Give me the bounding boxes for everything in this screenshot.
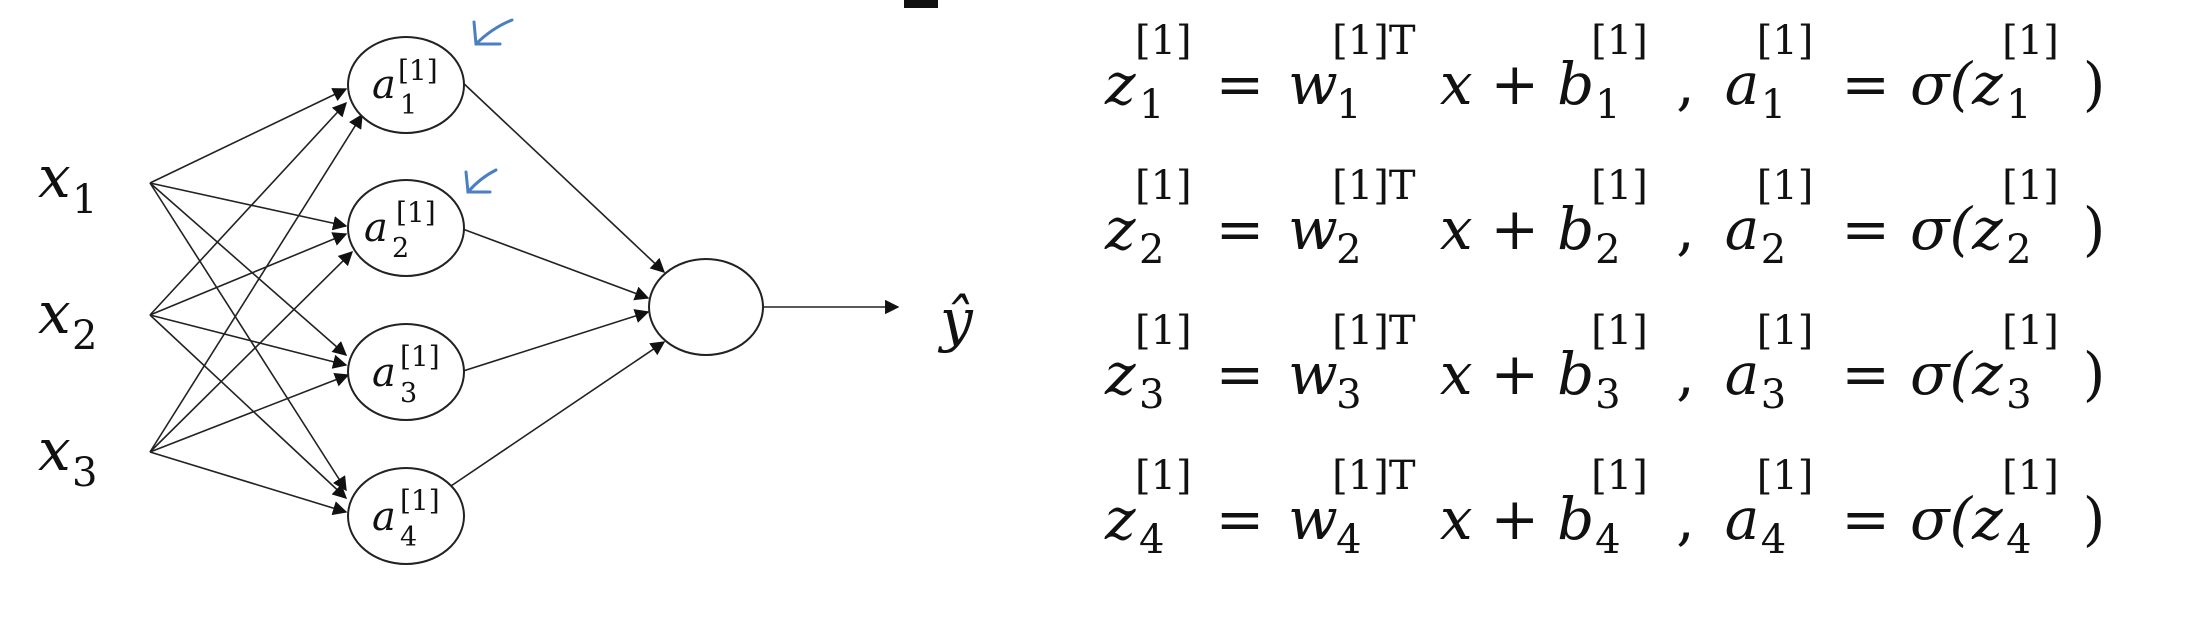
eq-x: x bbox=[1439, 50, 1473, 118]
eq-z2sub: 4 bbox=[2006, 517, 2032, 563]
edge-x3-a4 bbox=[150, 452, 346, 512]
eq-z: z bbox=[1105, 340, 1136, 408]
svg-text:a: a bbox=[372, 62, 396, 108]
edge-x3-a1 bbox=[150, 115, 362, 452]
svg-text:[1]: [1] bbox=[396, 196, 436, 229]
eq-zsub: 3 bbox=[1139, 372, 1165, 418]
eq-a bbox=[1724, 453, 1814, 563]
eq-asub: 1 bbox=[1760, 82, 1787, 128]
eq-a: a bbox=[1724, 485, 1760, 553]
eq-plus: + bbox=[1490, 50, 1540, 118]
eq-b bbox=[1557, 18, 1648, 128]
eq-eq2: = bbox=[1841, 195, 1890, 263]
eq-w bbox=[1288, 308, 1416, 418]
eq-w: w bbox=[1288, 50, 1338, 118]
eq-z bbox=[1105, 453, 1192, 563]
eq-wsup: [1]T bbox=[1332, 163, 1416, 209]
output-node bbox=[649, 259, 763, 355]
svg-text:[1]: [1] bbox=[400, 484, 440, 517]
edge-x1-a1 bbox=[150, 89, 346, 183]
eq-asup: [1] bbox=[1756, 308, 1814, 354]
eq-bsub: 2 bbox=[1595, 227, 1621, 273]
eq-z2: z bbox=[1972, 50, 2003, 118]
eq-close: ) bbox=[2082, 485, 2106, 553]
eq-bsub: 4 bbox=[1595, 517, 1621, 563]
edge-x1-a4 bbox=[150, 183, 346, 490]
eq-asup: [1] bbox=[1756, 18, 1814, 64]
equation-row-4 bbox=[1105, 453, 2106, 620]
eq-z2 bbox=[1972, 18, 2059, 128]
eq-a bbox=[1724, 163, 1814, 273]
eq-w: w bbox=[1288, 340, 1338, 408]
eq-zsub: 1 bbox=[1139, 82, 1165, 128]
eq-zsup: [1] bbox=[1135, 308, 1192, 354]
eq-sigma: σ( bbox=[1909, 485, 1973, 553]
input-x1-label bbox=[38, 143, 97, 223]
eq-bsup: [1] bbox=[1591, 308, 1648, 354]
eq-bsup: [1] bbox=[1591, 453, 1648, 499]
eq-b: b bbox=[1557, 340, 1595, 408]
edge-a3-out bbox=[460, 312, 648, 372]
eq-eq2: = bbox=[1841, 340, 1890, 408]
eq-z2sup: [1] bbox=[2002, 163, 2059, 209]
eq-z2sup: [1] bbox=[2002, 453, 2059, 499]
svg-text:1: 1 bbox=[400, 90, 418, 121]
eq-close: ) bbox=[2082, 195, 2106, 263]
eq-eq: = bbox=[1215, 195, 1265, 263]
eq-comma: , bbox=[1676, 195, 1695, 263]
eq-plus: + bbox=[1490, 340, 1540, 408]
header-fragment bbox=[904, 0, 938, 8]
eq-x: x bbox=[1439, 195, 1473, 263]
eq-a bbox=[1724, 308, 1814, 418]
eq-z2sub: 2 bbox=[2006, 227, 2032, 273]
eq-z2sub: 3 bbox=[2006, 372, 2032, 418]
annotation-arrow-icon bbox=[474, 20, 512, 44]
eq-a: a bbox=[1724, 340, 1760, 408]
edge-x3-a3 bbox=[150, 375, 348, 452]
eq-x: x bbox=[1439, 485, 1473, 553]
edge-x2-a2 bbox=[150, 234, 346, 315]
eq-z2 bbox=[1972, 453, 2059, 563]
svg-text:1: 1 bbox=[72, 177, 98, 223]
eq-b: b bbox=[1557, 195, 1595, 263]
eq-b bbox=[1557, 453, 1648, 563]
input-x2-label bbox=[38, 279, 97, 359]
eq-z2: z bbox=[1972, 340, 2003, 408]
svg-text:[1]: [1] bbox=[400, 340, 440, 373]
svg-text:4: 4 bbox=[400, 522, 418, 553]
eq-asup: [1] bbox=[1756, 453, 1814, 499]
eq-a: a bbox=[1724, 195, 1760, 263]
annotation-marks bbox=[466, 20, 512, 192]
eq-zsup: [1] bbox=[1135, 453, 1192, 499]
eq-z bbox=[1105, 18, 1192, 128]
eq-asup: [1] bbox=[1756, 163, 1814, 209]
eq-eq2: = bbox=[1841, 50, 1890, 118]
svg-text:a: a bbox=[372, 494, 396, 540]
eq-b bbox=[1557, 163, 1648, 273]
eq-wsub: 4 bbox=[1336, 517, 1362, 563]
eq-w: w bbox=[1288, 485, 1338, 553]
eq-b: b bbox=[1557, 485, 1595, 553]
edge-a1-out bbox=[460, 80, 664, 272]
eq-asub: 3 bbox=[1760, 372, 1787, 418]
eq-w bbox=[1288, 453, 1416, 563]
eq-sigma: σ( bbox=[1909, 50, 1973, 118]
eq-comma: , bbox=[1676, 50, 1695, 118]
eq-z: z bbox=[1105, 50, 1136, 118]
eq-z bbox=[1105, 308, 1192, 418]
svg-text:[1]: [1] bbox=[398, 54, 438, 87]
eq-z2sup: [1] bbox=[2002, 18, 2059, 64]
eq-plus: + bbox=[1490, 485, 1540, 553]
eq-zsup: [1] bbox=[1135, 163, 1192, 209]
eq-sigma: σ( bbox=[1909, 195, 1973, 263]
edge-a2-out bbox=[460, 228, 648, 298]
eq-asub: 2 bbox=[1760, 227, 1787, 273]
eq-wsub: 3 bbox=[1336, 372, 1362, 418]
eq-w bbox=[1288, 163, 1416, 273]
eq-z2 bbox=[1972, 308, 2059, 418]
eq-zsub: 2 bbox=[1139, 227, 1165, 273]
input-hidden-edges bbox=[150, 89, 362, 512]
eq-z bbox=[1105, 163, 1192, 273]
svg-text:x: x bbox=[38, 279, 71, 347]
eq-wsup: [1]T bbox=[1332, 18, 1416, 64]
eq-z2: z bbox=[1972, 485, 2003, 553]
eq-bsub: 1 bbox=[1595, 82, 1621, 128]
eq-b bbox=[1557, 308, 1648, 418]
eq-comma: , bbox=[1676, 340, 1695, 408]
output-yhat-label: ŷ bbox=[940, 286, 973, 354]
eq-eq: = bbox=[1215, 50, 1265, 118]
eq-a: a bbox=[1724, 50, 1760, 118]
eq-z2sub: 1 bbox=[2006, 82, 2032, 128]
eq-plus: + bbox=[1490, 195, 1540, 263]
edge-x2-a3 bbox=[150, 315, 346, 365]
svg-text:x: x bbox=[38, 416, 71, 484]
eq-eq: = bbox=[1215, 340, 1265, 408]
input-x3-label bbox=[38, 416, 97, 496]
eq-asub: 4 bbox=[1760, 517, 1787, 563]
eq-wsub: 2 bbox=[1336, 227, 1362, 273]
eq-z: z bbox=[1105, 195, 1136, 263]
eq-a bbox=[1724, 18, 1814, 128]
svg-text:3: 3 bbox=[400, 378, 418, 409]
eq-zsup: [1] bbox=[1135, 18, 1192, 64]
eq-sigma: σ( bbox=[1909, 340, 1973, 408]
svg-text:a: a bbox=[372, 350, 396, 396]
svg-text:a: a bbox=[364, 205, 388, 251]
svg-text:2: 2 bbox=[392, 233, 410, 264]
eq-wsup: [1]T bbox=[1332, 453, 1416, 499]
eq-eq: = bbox=[1215, 485, 1265, 553]
svg-text:x: x bbox=[38, 143, 71, 211]
svg-text:3: 3 bbox=[72, 450, 98, 496]
eq-comma: , bbox=[1676, 485, 1695, 553]
edge-x1-a2 bbox=[150, 183, 346, 226]
edge-a4-out bbox=[448, 342, 664, 488]
eq-bsub: 3 bbox=[1595, 372, 1621, 418]
annotation-arrow-icon bbox=[466, 170, 496, 192]
eq-zsub: 4 bbox=[1139, 517, 1165, 563]
eq-bsup: [1] bbox=[1591, 163, 1648, 209]
svg-text:2: 2 bbox=[72, 313, 98, 359]
eq-x: x bbox=[1439, 340, 1473, 408]
eq-z2 bbox=[1972, 163, 2059, 273]
eq-close: ) bbox=[2082, 340, 2106, 408]
eq-w: w bbox=[1288, 195, 1338, 263]
eq-b: b bbox=[1557, 50, 1595, 118]
eq-eq2: = bbox=[1841, 485, 1890, 553]
eq-w bbox=[1288, 18, 1416, 128]
eq-z2sup: [1] bbox=[2002, 308, 2059, 354]
eq-z: z bbox=[1105, 485, 1136, 553]
eq-wsub: 1 bbox=[1336, 82, 1362, 128]
eq-wsup: [1]T bbox=[1332, 308, 1416, 354]
eq-bsup: [1] bbox=[1591, 18, 1648, 64]
eq-close: ) bbox=[2082, 50, 2106, 118]
eq-z2: z bbox=[1972, 195, 2003, 263]
